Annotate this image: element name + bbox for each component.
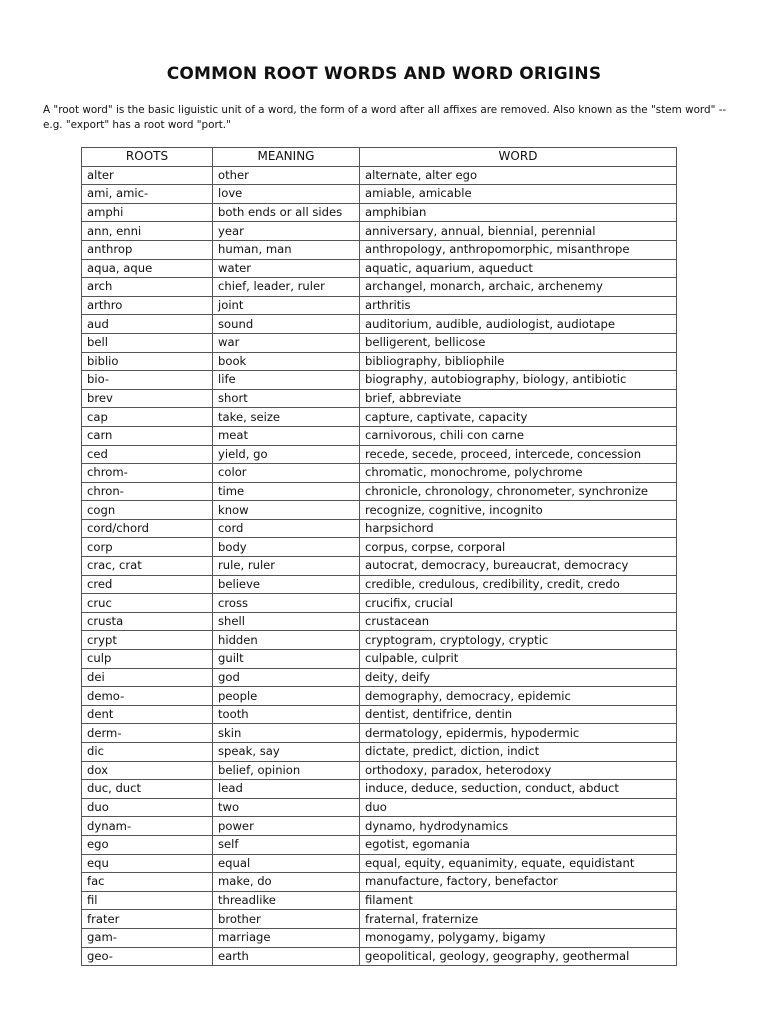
cell-meaning: people	[213, 687, 360, 706]
table-row	[82, 296, 677, 315]
cell-root: bell	[82, 333, 213, 352]
cell-word: archangel, monarch, archaic, archenemy	[360, 278, 677, 297]
cell-word: carnivorous, chili con carne	[360, 426, 677, 445]
table-row	[82, 501, 677, 520]
table-row	[82, 185, 677, 204]
cell-root: cord/chord	[82, 519, 213, 538]
table-row	[82, 817, 677, 836]
cell-root: fac	[82, 873, 213, 892]
cell-word: harpsichord	[360, 519, 677, 538]
cell-meaning: power	[213, 817, 360, 836]
table-row	[82, 240, 677, 259]
cell-root: arch	[82, 278, 213, 297]
cell-root: fil	[82, 891, 213, 910]
table-row	[82, 464, 677, 483]
table-row	[82, 203, 677, 222]
cell-word: fraternal, fraternize	[360, 910, 677, 929]
table-row	[82, 538, 677, 557]
cell-root: arthro	[82, 296, 213, 315]
cell-meaning: take, seize	[213, 408, 360, 427]
cell-word: monogamy, polygamy, bigamy	[360, 928, 677, 947]
cell-word: culpable, culprit	[360, 650, 677, 669]
table-row	[82, 259, 677, 278]
cell-root: bio-	[82, 371, 213, 390]
cell-word: belligerent, bellicose	[360, 333, 677, 352]
cell-root: crypt	[82, 631, 213, 650]
cell-root: amphi	[82, 203, 213, 222]
cell-word: orthodoxy, paradox, heterodoxy	[360, 761, 677, 780]
cell-word: dentist, dentifrice, dentin	[360, 705, 677, 724]
cell-meaning: brother	[213, 910, 360, 929]
cell-root: crusta	[82, 612, 213, 631]
cell-root: dent	[82, 705, 213, 724]
table-row	[82, 594, 677, 613]
table-row	[82, 408, 677, 427]
cell-root: chrom-	[82, 464, 213, 483]
cell-meaning: marriage	[213, 928, 360, 947]
cell-meaning: color	[213, 464, 360, 483]
cell-meaning: joint	[213, 296, 360, 315]
root-words-table	[81, 147, 677, 966]
cell-meaning: chief, leader, ruler	[213, 278, 360, 297]
cell-root: cogn	[82, 501, 213, 520]
cell-word: filament	[360, 891, 677, 910]
cell-meaning: water	[213, 259, 360, 278]
column-header-roots: ROOTS	[82, 148, 213, 167]
table-row	[82, 482, 677, 501]
cell-word: amphibian	[360, 203, 677, 222]
cell-word: arthritis	[360, 296, 677, 315]
cell-root: aqua, aque	[82, 259, 213, 278]
table-row	[82, 166, 677, 185]
cell-word: biography, autobiography, biology, antibiotic	[360, 371, 677, 390]
cell-meaning: shell	[213, 612, 360, 631]
cell-meaning: hidden	[213, 631, 360, 650]
cell-root: dynam-	[82, 817, 213, 836]
cell-root: ami, amic-	[82, 185, 213, 204]
cell-meaning: sound	[213, 315, 360, 334]
cell-meaning: self	[213, 835, 360, 854]
cell-meaning: speak, say	[213, 743, 360, 762]
cell-root: dox	[82, 761, 213, 780]
cell-word: dermatology, epidermis, hypodermic	[360, 724, 677, 743]
cell-meaning: belief, opinion	[213, 761, 360, 780]
table-row	[82, 705, 677, 724]
cell-word: corpus, corpse, corporal	[360, 538, 677, 557]
cell-meaning: make, do	[213, 873, 360, 892]
cell-meaning: earth	[213, 947, 360, 966]
cell-meaning: yield, go	[213, 445, 360, 464]
table-row	[82, 668, 677, 687]
cell-meaning: short	[213, 389, 360, 408]
cell-root: crac, crat	[82, 557, 213, 576]
cell-meaning: equal	[213, 854, 360, 873]
table-row	[82, 612, 677, 631]
table-row	[82, 891, 677, 910]
cell-meaning: threadlike	[213, 891, 360, 910]
table-header-row	[82, 148, 677, 167]
cell-word: dynamo, hydrodynamics	[360, 817, 677, 836]
cell-root: dic	[82, 743, 213, 762]
cell-root: frater	[82, 910, 213, 929]
cell-root: culp	[82, 650, 213, 669]
cell-word: dictate, predict, diction, indict	[360, 743, 677, 762]
cell-word: brief, abbreviate	[360, 389, 677, 408]
table-row	[82, 835, 677, 854]
cell-word: credible, credulous, credibility, credit, credo	[360, 575, 677, 594]
cell-word: amiable, amicable	[360, 185, 677, 204]
cell-meaning: god	[213, 668, 360, 687]
cell-meaning: skin	[213, 724, 360, 743]
table-row	[82, 445, 677, 464]
cell-root: carn	[82, 426, 213, 445]
cell-meaning: both ends or all sides	[213, 203, 360, 222]
table-row	[82, 352, 677, 371]
table-row	[82, 687, 677, 706]
cell-meaning: body	[213, 538, 360, 557]
table-row	[82, 426, 677, 445]
cell-meaning: book	[213, 352, 360, 371]
cell-meaning: two	[213, 798, 360, 817]
table-body	[82, 166, 677, 966]
cell-root: demo-	[82, 687, 213, 706]
table-row	[82, 315, 677, 334]
table-row	[82, 575, 677, 594]
cell-word: bibliography, bibliophile	[360, 352, 677, 371]
cell-meaning: guilt	[213, 650, 360, 669]
table-row	[82, 389, 677, 408]
cell-meaning: cord	[213, 519, 360, 538]
cell-root: biblio	[82, 352, 213, 371]
table-row	[82, 222, 677, 241]
cell-meaning: believe	[213, 575, 360, 594]
cell-root: anthrop	[82, 240, 213, 259]
table-row	[82, 371, 677, 390]
cell-meaning: lead	[213, 780, 360, 799]
page-title: COMMON ROOT WORDS AND WORD ORIGINS	[166, 64, 602, 84]
table-row	[82, 557, 677, 576]
cell-meaning: cross	[213, 594, 360, 613]
cell-root: equ	[82, 854, 213, 873]
table-row	[82, 798, 677, 817]
cell-word: recede, secede, proceed, intercede, concession	[360, 445, 677, 464]
column-header-word: WORD	[360, 148, 677, 167]
cell-meaning: human, man	[213, 240, 360, 259]
cell-word: crucifix, crucial	[360, 594, 677, 613]
table-row	[82, 928, 677, 947]
cell-word: deity, deify	[360, 668, 677, 687]
cell-root: duc, duct	[82, 780, 213, 799]
cell-root: corp	[82, 538, 213, 557]
cell-root: cap	[82, 408, 213, 427]
cell-word: induce, deduce, seduction, conduct, abduct	[360, 780, 677, 799]
cell-root: ced	[82, 445, 213, 464]
cell-root: aud	[82, 315, 213, 334]
cell-meaning: rule, ruler	[213, 557, 360, 576]
table-row	[82, 631, 677, 650]
table-row	[82, 724, 677, 743]
cell-meaning: time	[213, 482, 360, 501]
cell-root: derm-	[82, 724, 213, 743]
table-row	[82, 761, 677, 780]
cell-word: auditorium, audible, audiologist, audiotape	[360, 315, 677, 334]
cell-word: chromatic, monochrome, polychrome	[360, 464, 677, 483]
cell-root: alter	[82, 166, 213, 185]
cell-word: demography, democracy, epidemic	[360, 687, 677, 706]
table-row	[82, 333, 677, 352]
cell-meaning: know	[213, 501, 360, 520]
cell-meaning: tooth	[213, 705, 360, 724]
table-row	[82, 278, 677, 297]
table-row	[82, 910, 677, 929]
cell-root: ann, enni	[82, 222, 213, 241]
cell-meaning: love	[213, 185, 360, 204]
cell-word: crustacean	[360, 612, 677, 631]
intro-paragraph: A "root word" is the basic liguistic unit of a word, the form of a word after all affixes are removed. Also known as the "stem word" -- e.g. "export" has a root word "port."	[43, 104, 727, 131]
cell-root: gam-	[82, 928, 213, 947]
table-row	[82, 650, 677, 669]
cell-meaning: year	[213, 222, 360, 241]
cell-word: autocrat, democracy, bureaucrat, democracy	[360, 557, 677, 576]
table-row	[82, 743, 677, 762]
cell-word: duo	[360, 798, 677, 817]
cell-meaning: other	[213, 166, 360, 185]
cell-root: brev	[82, 389, 213, 408]
cell-word: cryptogram, cryptology, cryptic	[360, 631, 677, 650]
cell-root: ego	[82, 835, 213, 854]
cell-word: egotist, egomania	[360, 835, 677, 854]
cell-root: geo-	[82, 947, 213, 966]
column-header-meaning: MEANING	[213, 148, 360, 167]
cell-word: anniversary, annual, biennial, perennial	[360, 222, 677, 241]
cell-word: geopolitical, geology, geography, geothermal	[360, 947, 677, 966]
cell-word: anthropology, anthropomorphic, misanthrope	[360, 240, 677, 259]
cell-word: equal, equity, equanimity, equate, equidistant	[360, 854, 677, 873]
cell-word: recognize, cognitive, incognito	[360, 501, 677, 520]
table-row	[82, 873, 677, 892]
cell-meaning: life	[213, 371, 360, 390]
cell-word: chronicle, chronology, chronometer, synchronize	[360, 482, 677, 501]
cell-meaning: meat	[213, 426, 360, 445]
cell-root: cred	[82, 575, 213, 594]
table-row	[82, 854, 677, 873]
cell-word: aquatic, aquarium, aqueduct	[360, 259, 677, 278]
cell-word: capture, captivate, capacity	[360, 408, 677, 427]
cell-root: dei	[82, 668, 213, 687]
table-row	[82, 519, 677, 538]
table-row	[82, 780, 677, 799]
cell-word: alternate, alter ego	[360, 166, 677, 185]
table-row	[82, 947, 677, 966]
cell-root: cruc	[82, 594, 213, 613]
cell-meaning: war	[213, 333, 360, 352]
cell-root: chron-	[82, 482, 213, 501]
cell-word: manufacture, factory, benefactor	[360, 873, 677, 892]
cell-root: duo	[82, 798, 213, 817]
